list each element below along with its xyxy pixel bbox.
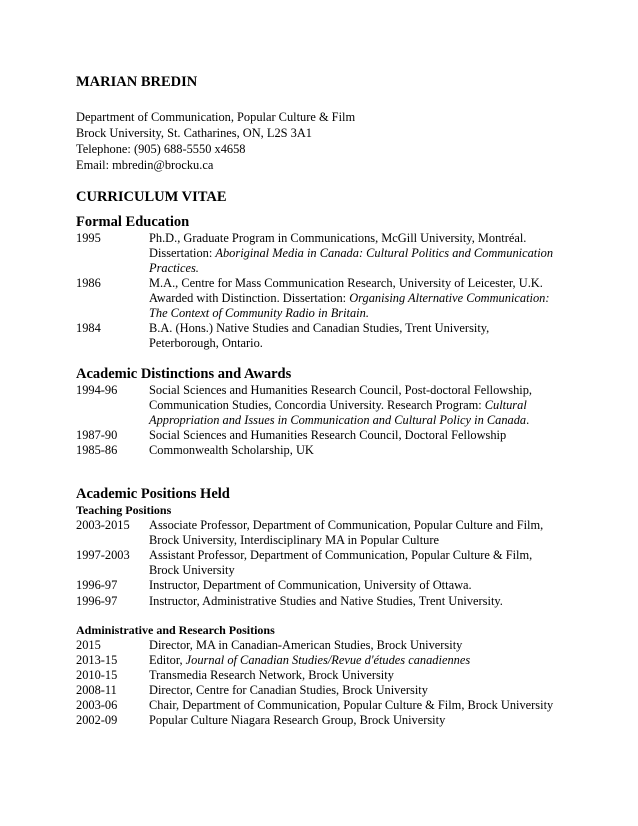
education-detail-text: Dissertation: [149,246,216,260]
cv-title: CURRICULUM VITAE [76,189,227,205]
awards-heading: Academic Distinctions and Awards [76,366,292,382]
dissertation-title: Organising Alternative Communication: [349,291,550,305]
journal-title: Journal of Canadian Studies/Revue d'études canadiennes [185,653,471,667]
position-detail: Instructor, Department of Communication, University of Ottawa. [149,578,472,592]
position-detail: Associate Professor, Department of Communication, Popular Culture and Film, [149,518,544,532]
position-year: 1997-2003 [76,548,130,562]
award-detail: Social Sciences and Humanities Research Council, Doctoral Fellowship [149,428,507,442]
award-year: 1994-96 [76,383,118,397]
education-detail-text: Awarded with Distinction. Dissertation: [149,291,350,305]
contact-address: Brock University, St. Catharines, ON, L2S 3A1 [76,126,312,140]
dissertation-title-cont: Practices. [149,261,199,275]
position-detail: Assistant Professor, Department of Communication, Popular Culture & Film, [149,548,533,562]
award-year: 1987-90 [76,428,118,442]
award-detail [149,413,529,428]
position-year: 2003-2015 [76,518,130,532]
award-detail-text: Communication Studies, Concordia University. Research Program: [149,398,485,412]
admin-year: 2008-11 [76,683,117,697]
education-detail: Peterborough, Ontario. [149,336,263,350]
admin-year: 2010-15 [76,668,118,682]
positions-heading: Academic Positions Held [76,486,230,502]
admin-year: 2013-15 [76,653,118,667]
admin-detail: Director, Centre for Canadian Studies, Brock University [149,683,428,697]
admin-detail [149,653,470,668]
position-detail: Brock University, Interdisciplinary MA in Popular Culture [149,533,439,547]
award-detail: Commonwealth Scholarship, UK [149,443,314,457]
position-year: 1996-97 [76,594,118,608]
admin-detail: Chair, Department of Communication, Popular Culture & Film, Brock University [149,698,554,712]
admin-detail: Popular Culture Niagara Research Group, Brock University [149,713,446,727]
award-year: 1985-86 [76,443,118,457]
research-program-title-cont: Appropriation and Issues in Communication and Cultural Policy in Canada [149,413,527,427]
contact-telephone: Telephone: (905) 688-5550 x4658 [76,142,246,156]
position-detail: Instructor, Administrative Studies and Native Studies, Trent University. [149,594,503,608]
education-detail [149,246,553,261]
contact-email: Email: mbredin@brocku.ca [76,158,214,172]
education-detail [149,291,550,306]
education-detail: M.A., Centre for Mass Communication Research, University of Leicester, U.K. [149,276,543,290]
dissertation-title-cont: The Context of Community Radio in Britain. [149,306,369,320]
admin-heading: Administrative and Research Positions [76,623,275,637]
contact-department: Department of Communication, Popular Culture & Film [76,110,356,124]
education-year: 1986 [76,276,101,290]
dissertation-title: Aboriginal Media in Canada: Cultural Politics and Communication [215,246,554,260]
education-year: 1995 [76,231,101,245]
award-detail [149,398,527,413]
position-detail: Brock University [149,563,235,577]
teaching-heading: Teaching Positions [76,503,172,517]
education-detail: Ph.D., Graduate Program in Communications, McGill University, Montréal. [149,231,527,245]
admin-detail-text: Editor, [149,653,186,667]
education-heading: Formal Education [76,214,190,230]
cv-name: MARIAN BREDIN [76,74,198,90]
education-detail: B.A. (Hons.) Native Studies and Canadian Studies, Trent University, [149,321,490,335]
research-program-title: Cultural [484,398,527,412]
award-detail: Social Sciences and Humanities Research Council, Post-doctoral Fellowship, [149,383,533,397]
admin-detail: Transmedia Research Network, Brock University [149,668,394,682]
admin-year: 2015 [76,638,101,652]
education-year: 1984 [76,321,101,335]
admin-year: 2003-06 [76,698,118,712]
award-detail-end: . [526,413,530,427]
admin-year: 2002-09 [76,713,118,727]
position-year: 1996-97 [76,578,118,592]
admin-detail: Director, MA in Canadian-American Studies, Brock University [149,638,463,652]
